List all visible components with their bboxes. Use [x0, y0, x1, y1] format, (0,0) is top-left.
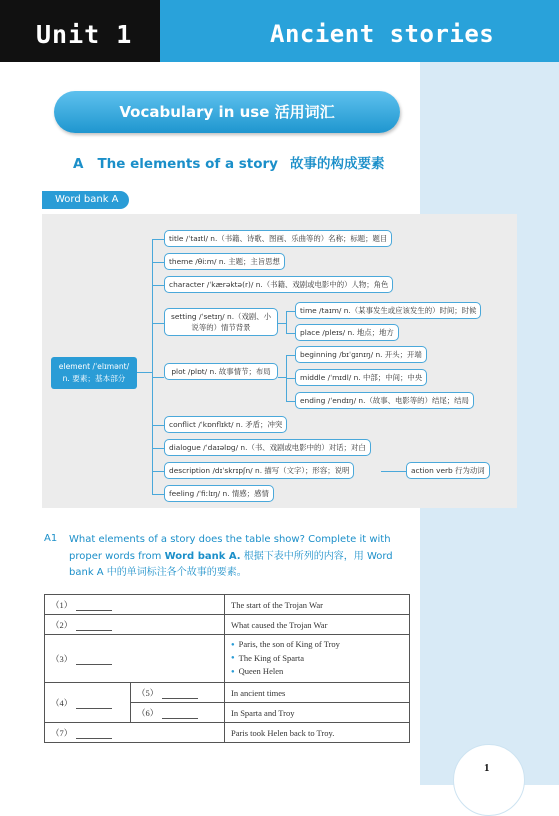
- conflict-box: conflict /ˈkɒnflɪkt/ n. 矛盾；冲突: [164, 416, 287, 433]
- connector: [137, 372, 152, 373]
- plot-box: plot /plɒt/ n. 故事情节；布局: [164, 363, 278, 380]
- description-box: description /dɪˈskrɪpʃn/ n. 描写（文字）；形容；说明: [164, 462, 354, 479]
- table-row: [45, 615, 410, 635]
- connector: [286, 311, 287, 334]
- row-number: （5）: [137, 687, 159, 698]
- section-banner: Vocabulary in use 活用词汇: [54, 91, 400, 133]
- row-number: （3）: [51, 653, 73, 664]
- question-text-cn: 根据下表中所列的内容，用 Word bank A 中的单词标注各个故事的要素。: [69, 550, 393, 578]
- connector: [152, 323, 164, 324]
- connector: [381, 471, 406, 472]
- content-cell: Paris took Helen back to Troy.: [225, 723, 410, 743]
- place-box: place /pleɪs/ n. 地点；地方: [295, 324, 399, 341]
- question-text: [69, 532, 414, 582]
- table-row: [45, 683, 410, 703]
- row-number: （2）: [51, 619, 73, 630]
- character-box: character /ˈkærəktə(r)/ n.（书籍、戏剧或电影中的）人物；角色: [164, 276, 393, 293]
- feeling-box: feeling /ˈfiːlɪŋ/ n. 情感；感情: [164, 485, 274, 502]
- connector: [286, 333, 295, 334]
- answer-cell[interactable]: [131, 703, 225, 723]
- list-item: ● The King of Sparta: [231, 652, 403, 666]
- list-item: ● Queen Helen: [231, 665, 403, 679]
- connector: [152, 471, 164, 472]
- answer-blank[interactable]: [76, 700, 112, 709]
- theme-box: theme /θiːm/ n. 主题；主旨思想: [164, 253, 285, 270]
- answer-blank[interactable]: [76, 602, 112, 611]
- root-element-box: element /ˈelɪmənt/ n. 要素；基本部分: [51, 357, 137, 389]
- connector: [152, 448, 164, 449]
- connector: [152, 425, 164, 426]
- connector: [152, 494, 164, 495]
- connector: [278, 377, 286, 378]
- row-number: （4）: [51, 697, 73, 708]
- middle-box: middle /ˈmɪdl/ n. 中部；中间；中央: [295, 369, 427, 386]
- section-title: The elements of a story: [97, 156, 278, 172]
- answer-table: [44, 594, 410, 743]
- connector: [286, 378, 295, 379]
- connector: [152, 285, 164, 286]
- dialogue-box: dialogue /ˈdaɪəlɒɡ/ n.（书、戏剧或电影中的）对话；对白: [164, 439, 371, 456]
- connector: [286, 401, 295, 402]
- answer-blank[interactable]: [76, 730, 112, 739]
- answer-blank[interactable]: [162, 710, 198, 719]
- unit-label: Unit 1: [0, 0, 160, 62]
- question-text-en: What elements of a story does the table show? Complete it with proper words from: [69, 534, 391, 562]
- answer-cell[interactable]: [45, 683, 131, 723]
- answer-cell[interactable]: [45, 595, 225, 615]
- action-verb-box: action verb 行为动词: [406, 462, 490, 479]
- time-box: time /taɪm/ n.（某事发生或应该发生的）时间；时候: [295, 302, 481, 319]
- answer-blank[interactable]: [76, 622, 112, 631]
- table-row: [45, 723, 410, 743]
- answer-cell[interactable]: [131, 683, 225, 703]
- unit-title: Ancient stories: [160, 0, 559, 62]
- connector: [152, 239, 153, 495]
- connector: [278, 323, 286, 324]
- list-item: ● Paris, the son of King of Troy: [231, 638, 403, 652]
- question-number: A1: [44, 533, 58, 544]
- connector: [286, 355, 295, 356]
- beginning-box: beginning /bɪˈɡɪnɪŋ/ n. 开头；开端: [295, 346, 427, 363]
- content-cell: In ancient times: [225, 683, 410, 703]
- answer-cell[interactable]: [45, 635, 225, 683]
- page-number-badge: [453, 744, 525, 816]
- setting-box: setting /ˈsetɪŋ/ n.（戏剧、小说等的）情节背景: [164, 308, 278, 336]
- table-row: [45, 635, 410, 683]
- page-number: 1: [484, 762, 490, 774]
- connector: [286, 311, 295, 312]
- connector: [152, 239, 164, 240]
- word-bank-reference: Word bank A.: [164, 550, 241, 562]
- section-title-cn: 故事的构成要素: [289, 156, 385, 172]
- content-cell: [225, 635, 410, 683]
- connector: [152, 262, 164, 263]
- answer-blank[interactable]: [162, 690, 198, 699]
- content-cell: What caused the Trojan War: [225, 615, 410, 635]
- row-number: （1）: [51, 599, 73, 610]
- row-number: （6）: [137, 707, 159, 718]
- title-box: title /ˈtaɪtl/ n.（书籍、诗歌、图画、乐曲等的）名称；标题；题目: [164, 230, 392, 247]
- answer-cell[interactable]: [45, 615, 225, 635]
- table-row: [45, 595, 410, 615]
- section-letter: A: [73, 156, 84, 172]
- content-cell: The start of the Trojan War: [225, 595, 410, 615]
- ending-box: ending /ˈendɪŋ/ n.（故事、电影等的）结尾；结局: [295, 392, 474, 409]
- connector: [152, 377, 164, 378]
- content-cell: In Sparta and Troy: [225, 703, 410, 723]
- answer-blank[interactable]: [76, 656, 112, 665]
- answer-cell[interactable]: [45, 723, 225, 743]
- character-list: [231, 638, 403, 679]
- row-number: （7）: [51, 727, 73, 738]
- word-bank-diagram: [42, 214, 517, 508]
- section-a-heading: [73, 152, 384, 172]
- word-bank-tab: Word bank A: [42, 191, 129, 209]
